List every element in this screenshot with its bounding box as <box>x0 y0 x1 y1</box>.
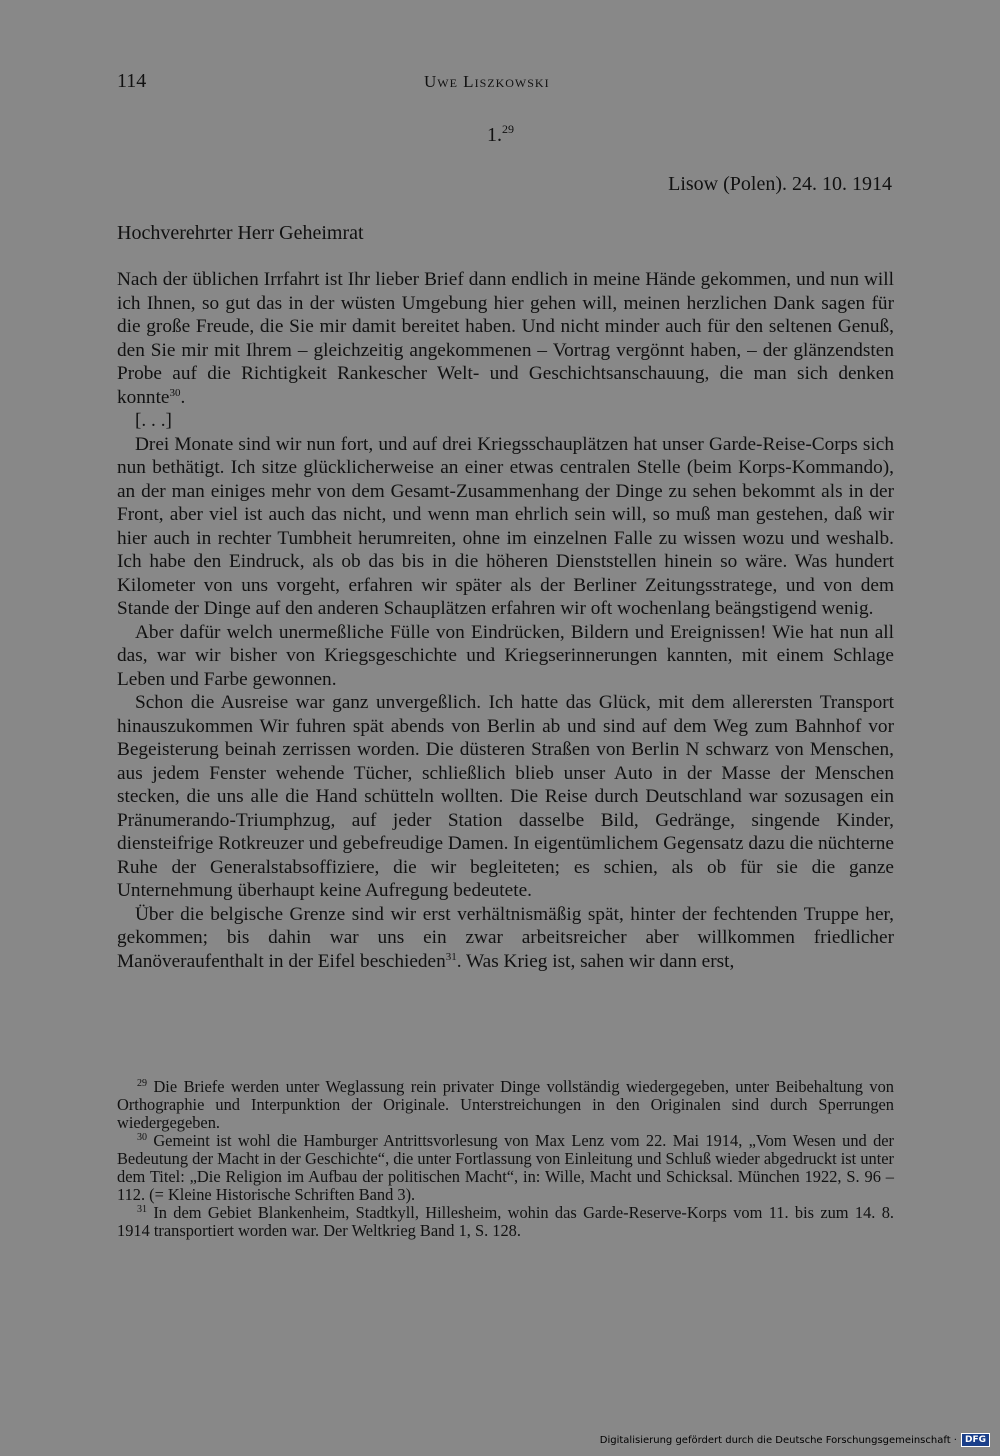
letter-dateline: Lisow (Polen). 24. 10. 1914 <box>668 173 892 195</box>
digitization-note: Digitalisierung gefördert durch die Deutsche Forschungsgemeinschaft · <box>599 1434 957 1446</box>
running-head-author: Uwe Liszkowski <box>424 72 550 91</box>
page-number: 114 <box>117 70 147 92</box>
letter-salutation: Hochverehrter Herr Geheimrat <box>117 222 364 244</box>
footnote-31 <box>117 1204 894 1240</box>
footnote-number: 31 <box>137 1204 147 1215</box>
footnote-ref-29: 29 <box>502 122 514 136</box>
running-head <box>117 70 892 100</box>
letter-number <box>487 122 514 147</box>
dfg-logo: DFG <box>961 1433 990 1447</box>
letter-body <box>117 268 894 973</box>
paragraph: Aber dafür welch unermeßliche Fülle von Eindrücken, Bildern und Ereignissen! Wie hat nun all das, war wir bisher von Kriegsgeschichte und Kriegserinnerungen kannten, mit einem Schlage Leben und Farbe gewonnen. <box>117 621 894 690</box>
footnote-29 <box>117 1078 894 1132</box>
digitization-footer <box>600 1432 990 1448</box>
footnote-number: 30 <box>137 1132 147 1143</box>
paragraph: Nach der üblichen Irrfahrt ist Ihr lieber Brief dann endlich in meine Hände gekommen, und nun will ich Ihnen, so gut das in der wüsten Umgebung hier gehen will, meinen herzlichen Dank sagen für die große Freude, die Sie mir damit bereitet haben. Und nicht minder auch für den seltenen Genuß, den Sie mir mit Ihrem – gleichzeitig angekommenen – Vortrag vergönnt haben, – der glänzendsten Probe auf die Richtigkeit Rankescher Welt- und Geschichtsanschauung, die man sich denken konnte$^{30}$. <box>117 269 894 408</box>
footnote-text: Gemeint ist wohl die Hamburger Antrittsvorlesung von Max Lenz vom 22. Mai 1914, „Vom Wesen und der Bedeutung der Macht in der Geschichte“, die unter Fortlassung von Einleitung und Schluß wieder abgedruckt ist unter dem Titel: „Die Religion im Aufbau der politischen Macht“, in: Wille, Macht und Schicksal. München 1922, S. 96 – 112. (= Kleine Historische Schriften Band 3). <box>117 1131 894 1204</box>
footnote-ref-30: 30 <box>169 386 181 399</box>
footnote-text: In dem Gebiet Blankenheim, Stadtkyll, Hillesheim, wohin das Garde-Reserve-Korps vom 11. bis zum 14. 8. 1914 transportiert worden war. Der Weltkrieg Band 1, S. 128. <box>117 1203 894 1240</box>
footnote-text: Die Briefe werden unter Weglassung rein privater Dinge vollständig wiedergegeben, unter Beibehaltung von Orthographie und Interpunktion der Originale. Unterstreichungen in den Originalen sind durch Sperrungen wiedergegeben. <box>117 1077 894 1132</box>
footnotes <box>117 1078 894 1240</box>
footnote-number: 29 <box>137 1078 147 1089</box>
footnote-ref-31: 31 <box>445 950 457 963</box>
footnote-30 <box>117 1132 894 1204</box>
paragraph: Drei Monate sind wir nun fort, und auf drei Kriegsschauplätzen hat unser Garde-Reise-Corps sich nun bethätigt. Ich sitze glücklicherweise an einer etwas centralen Stelle (beim Korps-Kommando), an der man einiges mehr von dem Gesamt-Zusammenhang der Dinge zu sehen bekommt als in der Front, aber viel ist auch das nicht, und wenn man ehrlich sein will, so muß man gestehen, daß wir hier auch in rechter Tumbheit herumreiten, ohne im einzelnen Falle zu wissen wozu und weshalb. Ich habe den Eindruck, als ob das bis in die höheren Dienststellen hinein so wäre. Was hundert Kilometer von uns vorgeht, erfahren wir später als der Berliner Zeitungsstratege, und von dem Stande der Dinge auf den anderen Schauplätzen erfahren wir oft wochenlang beängstigend wenig. <box>117 433 894 619</box>
paragraph: Über die belgische Grenze sind wir erst verhältnismäßig spät, hinter der fechtenden Truppe her, gekommen; bis dahin war uns ein zwar arbeitsreicher aber willkommen friedlicher Manöveraufenthalt in der Eifel beschieden$^{31}$. Was Krieg ist, sahen wir dann erst, <box>117 903 894 972</box>
paragraph: Schon die Ausreise war ganz unvergeßlich. Ich hatte das Glück, mit dem allerersten Transport hinauszukommen Wir fuhren spät abends von Berlin ab und sind auf dem Weg zum Bahnhof vor Begeisterung beinah zerrissen worden. Die düsteren Straßen von Berlin N schwarz von Menschen, aus jedem Fenster wehende Tücher, schließlich blieb unser Auto in der Masse der Menschen stecken, die uns alle die Hand schütteln wollten. Die Reise durch Deutschland war sozusagen ein Pränumerando-Triumphzug, auf jeder Station dasselbe Bild, Gedränge, singende Kinder, diensteifrige Rotkreuzer und gebefreudige Damen. In eigentümlichem Gegensatz dazu die nüchterne Ruhe der Generalstabsoffiziere, die wir begleiteten; es schien, als ob für sie die ganze Unternehmung überhaupt keine Aufregung bedeutete. <box>117 692 894 901</box>
ellipsis-omission: [. . .] <box>135 410 172 431</box>
letter-number-label: 1. <box>487 124 502 146</box>
